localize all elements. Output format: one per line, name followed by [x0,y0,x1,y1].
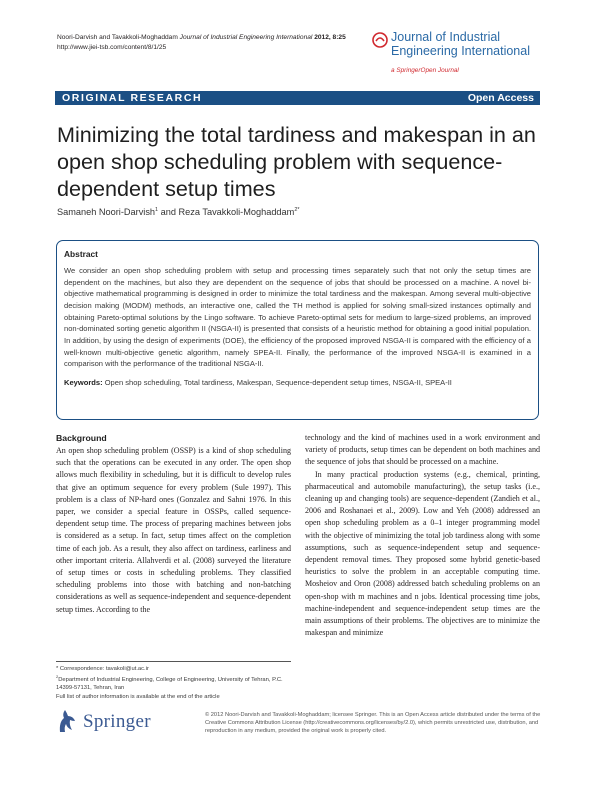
affiliation-note [56,673,291,692]
author-1-affiliation: 1 [155,207,159,213]
journal-name: Journal of Industrial Engineering International [391,30,530,58]
springer-logo [56,708,176,734]
author-1: Samaneh Noori-Darvish [57,207,156,218]
abstract-text: We consider an open shop scheduling problem with setup and processing times separately such that not only the setup times are dependent on the machines, but also they are dependent on the sequence of jobs that should be processed on a machine. A novel bi-objective mathematical programming is designed in order to minimize the total tardiness and the makespan. Among several multi-objective decision making (MODM) methods, an interactive one, called the TH method is applied for solving small-sized instances optimally and obtaining Pareto-optimal solutions by the Lingo software. To achieve Pareto-optimal sets for medium to large-sized problems, an improved non-dominated sorting genetic algorithm II (NSGA-II) is presented that consists of a heuristic method for obtaining a good initial population. In addition, by using the design of experiments (DOE), the efficiency of the proposed improved NSGA-II is compared with the efficiency of a well-known multi-objective genetic algorithm, namely SPEA-II. Finally, the performance of the improved NSGA-II is examined in a comparison with the performance of the traditional NSGA-II. [64,266,531,369]
citation-line [57,33,387,43]
body-paragraph: In many practical production systems (e.g., chemical, printing, pharmaceutical and automobile manufacturing), the setup tasks (i.e., cleaning up and changing tools) are sequence-dependent (Zandieh et al., 2006 and Roshanaei et al., 2009). Low and Yeh (2008) addressed an open shop scheduling problem as a 0–1 integer programming model with the objective of minimizing the total job tardiness along with some assumptions, such as sequence-independent setup and sequence-dependent removal times. They proposed some hybrid genetic-based heuristics to solve the problem in an acceptable computing time. Mosheiov and Oron (2008) addressed batch scheduling problems on an open-shop with m machines and n jobs. Identical processing time jobs, machine-independent and sequence-independent setup times are the main assumptions of their problems. The objectives are to minimize the makespan and minimize [305,469,540,638]
journal-subtitle: a SpringerOpen Journal [391,67,459,74]
abstract-heading: Abstract [64,249,98,259]
journal-emblem-icon [372,32,388,48]
article-type-band [55,91,540,105]
affiliation-marker: 2 [56,674,59,680]
springer-horse-icon [56,708,78,734]
article-title: Minimizing the total tardiness and makespan in an open shop scheduling problem with sequence-dependent setup times [57,122,536,201]
keywords-label: Keywords: [64,377,103,387]
author-separator: and [158,207,179,218]
abstract-box [56,240,539,420]
publisher-name: Springer [83,711,151,732]
body-column-left [56,432,291,616]
correspondence-note: * Correspondence: tavakoli@ut.ac.ir [56,666,149,672]
citation-journal: Journal of Industrial Engineering International [179,34,313,41]
affiliation-text: Department of Industrial Engineering, College of Engineering, University of Tehran, P.C. 14399-57131, Tehran, Iran [56,677,283,692]
body-paragraph: technology and the kind of machines used in a work environment and variety of products, setup times can be dependent on both machines and the sequence of jobs that should be processed on a machine. [305,433,540,467]
author-2: Reza Tavakkoli-Moghaddam [178,207,295,218]
article-type-label: ORIGINAL RESEARCH [62,92,203,104]
citation-url[interactable]: http://www.jiei-tsb.com/content/8/1/25 [57,44,167,51]
section-heading-background: Background [56,433,107,443]
license-statement: © 2012 Noori-Darvish and Tavakkoli-Moghaddam; licensee Springer. This is an Open Access article distributed under the terms of the Creative Commons Attribution License (http://creativecommons.org/licenses/by/2.0), which permits unrestricted use, distribution, and reproduction in any medium, provided the original work is properly cited. [205,712,541,734]
journal-logo [372,30,542,80]
author-list [57,207,300,217]
footnotes [56,661,291,701]
author-2-affiliation: 2* [294,207,300,213]
citation-year-volume: 2012, 8:25 [314,34,346,41]
keywords-list: Open shop scheduling, Total tardiness, Makespan, Sequence-dependent setup times, NSGA-II, SPEA-II [102,377,452,387]
citation-authors: Noori-Darvish and Tavakkoli-Moghaddam [57,34,178,41]
body-paragraph: An open shop scheduling problem (OSSP) is a kind of shop scheduling such that the operations can be executed in any order. The open shop allows much flexibility in scheduling, but it is difficult to develop rules that give an optimum sequence for every problem (Sule 1997). This problem is a class of NP-hard ones (Gonzalez and Sahni 1976. In this paper, we consider a special feature in OSSPs, called sequence-dependent setup time. The process of preparing machines between jobs is considered as a setup. In fact, setup times affect on the completion time of each job. As a result, they also affect on tardiness, earliness and other important criteria. Allahverdi et al. (2008) surveyed the literature of setup times or costs in scheduling problems. They classified scheduling problems into those with batching and non-batching considerations as well as sequence-independent and sequence-dependent setup times. According to the [56,446,291,614]
keywords [64,377,531,388]
header-citation [57,33,387,53]
body-column-right [305,432,540,639]
open-access-label: Open Access [467,92,534,104]
author-info-note: Full list of author information is available at the end of the article [56,693,220,700]
